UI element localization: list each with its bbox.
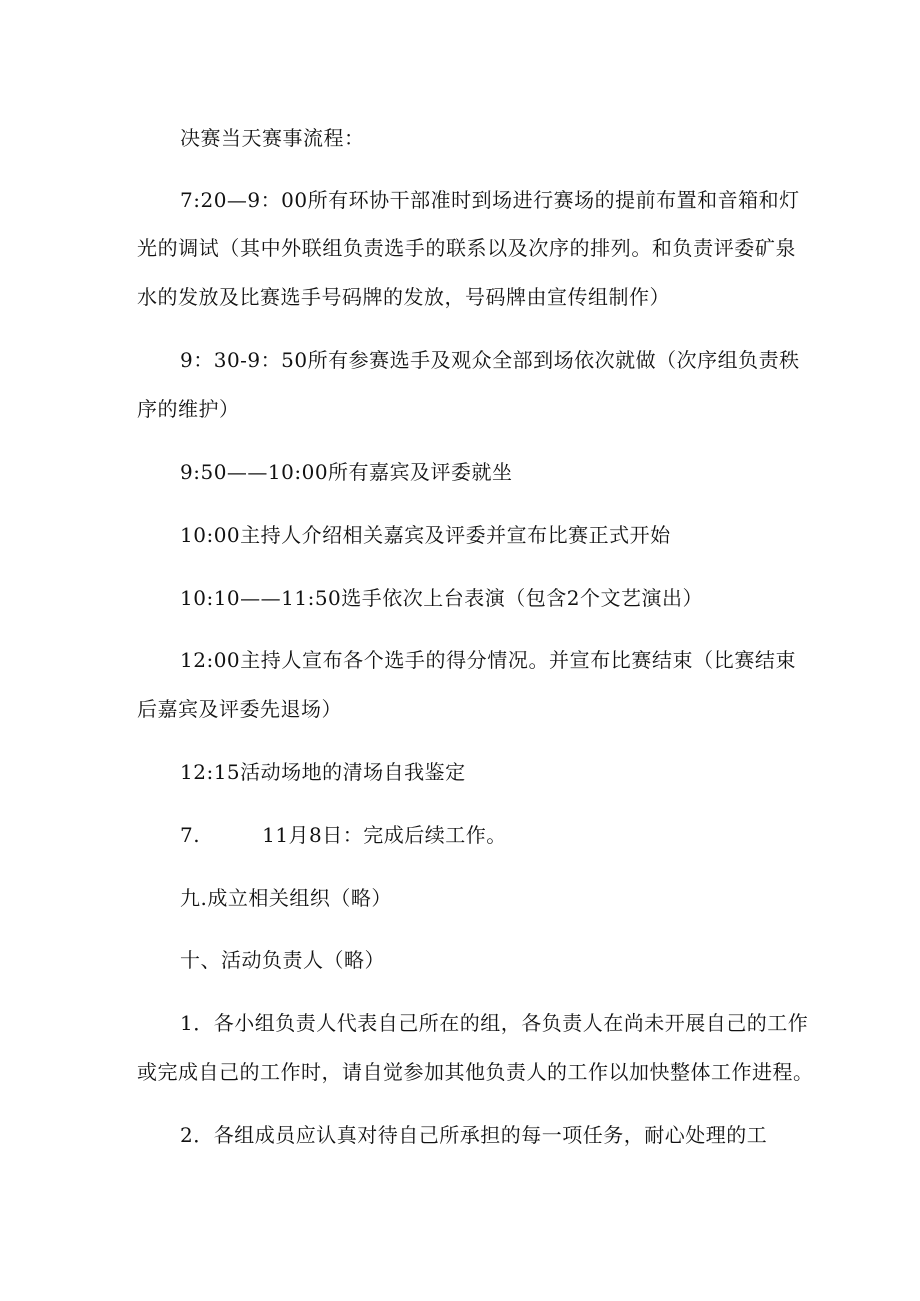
rule-1-line2: 或完成自己的工作时，请自觉参加其他负责人的工作以加快整体工作进程。 bbox=[137, 1060, 814, 1084]
schedule-item-seating-line2: 序的维护） bbox=[137, 397, 240, 421]
list-item-7-text: 11月8日：完成后续工作。 bbox=[262, 823, 507, 847]
rule-2-line1: 2．各组成员应认真对待自己所承担的每一项任务，耐心处理的工 bbox=[180, 1123, 768, 1147]
section-10-heading: 十、活动负责人（略） bbox=[180, 948, 385, 972]
list-item-7 bbox=[180, 821, 507, 849]
schedule-item-setup-line3: 水的发放及比赛选手号码牌的发放，号码牌由宣传组制作） bbox=[137, 285, 670, 309]
section-9-heading: 九.成立相关组织（略） bbox=[180, 886, 392, 910]
schedule-item-setup-line1: 7:20—9：00所有环协干部准时到场进行赛场的提前布置和音箱和灯 bbox=[180, 188, 800, 212]
schedule-item-results-line1: 12:00主持人宣布各个选手的得分情况。并宣布比赛结束（比赛结束 bbox=[180, 648, 796, 672]
schedule-item-seating-line1: 9：30-9：50所有参赛选手及观众全部到场依次就做（次序组负责秩 bbox=[180, 348, 800, 372]
schedule-item-performances: 10:10——11:50选手依次上台表演（包含2个文艺演出） bbox=[180, 586, 703, 610]
schedule-item-cleanup: 12:15活动场地的清场自我鉴定 bbox=[180, 760, 466, 784]
schedule-item-opening: 10:00主持人介绍相关嘉宾及评委并宣布比赛正式开始 bbox=[180, 523, 671, 547]
schedule-item-results-line2: 后嘉宾及评委先退场） bbox=[137, 697, 342, 721]
schedule-item-guests: 9:50——10:00所有嘉宾及评委就坐 bbox=[180, 460, 513, 484]
schedule-heading: 决赛当天赛事流程： bbox=[180, 126, 365, 150]
schedule-item-setup-line2: 光的调试（其中外联组负责选手的联系以及次序的排列。和负责评委矿泉 bbox=[137, 236, 796, 260]
list-item-7-number: 7. bbox=[180, 823, 201, 847]
rule-1-line1: 1．各小组负责人代表自己所在的组，各负责人在尚未开展自己的工作 bbox=[180, 1011, 809, 1035]
